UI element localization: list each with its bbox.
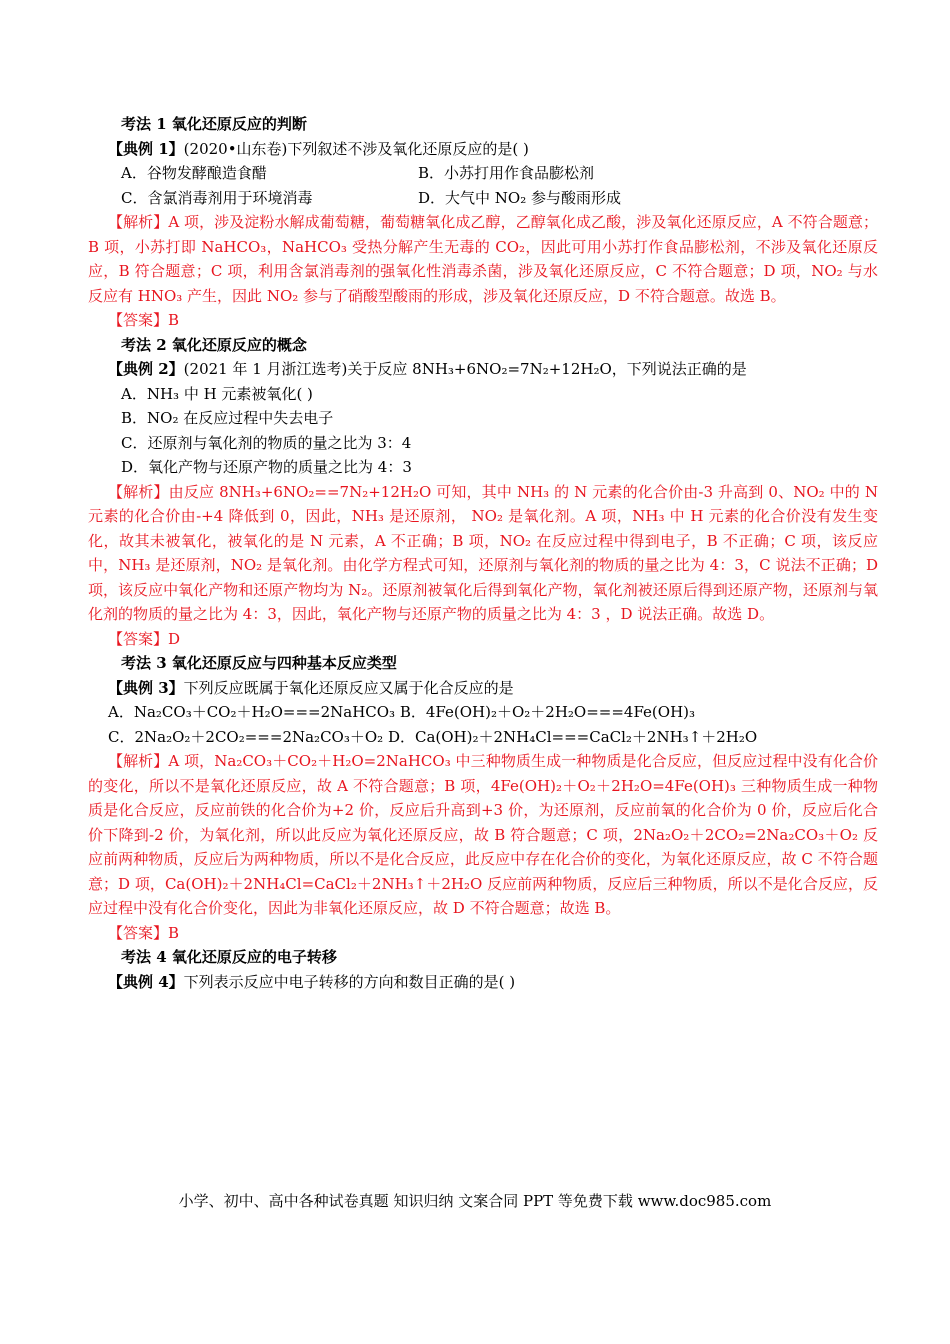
analysis-2 [88, 480, 878, 627]
section-heading-3: 考法 3 氧化还原反应与四种基本反应类型 [121, 654, 397, 672]
section-heading-4: 考法 4 氧化还原反应的电子转移 [121, 948, 337, 966]
example-question-3 [88, 676, 878, 701]
option-b-2: B．NO₂ 在反应过程中失去电子 [121, 409, 334, 427]
example-label-1: 【典例 1】 [108, 139, 184, 158]
analysis-1 [88, 210, 878, 308]
answer-3: 【答案】B [108, 923, 180, 942]
option-a-1: A．谷物发酵酿造食醋 [121, 164, 267, 182]
example-question-2 [88, 357, 878, 382]
options-line-3b: C．2Na₂O₂＋2CO₂===2Na₂CO₃＋O₂ D．Ca(OH)₂＋2NH₄Cl===CaCl₂＋2NH₃↑＋2H₂O [108, 727, 758, 746]
analysis-text-1: A 项，涉及淀粉水解成葡萄糖，葡萄糖氧化成乙醇，乙醇氧化成乙酸，涉及氧化还原反应，A 不符合题意；B 项，小苏打即 NaHCO₃，NaHCO₃ 受热分解产生无毒的 CO₂，因此可用小苏打作食品膨松剂，不涉及氧化还原反应，B 符合题意；C 项，利用含氯消毒剂的强氧化性消毒杀菌，涉及氧化还原反应，C 不符合题意；D 项，NO₂ 与水反应有 HNO₃ 产生，因此 NO₂ 参与了硝酸型酸雨的形成，涉及氧化还原反应，D 不符合题意。故选 B。 [88, 213, 878, 305]
example-label-4: 【典例 4】 [108, 972, 184, 991]
answer-1: 【答案】B [108, 311, 180, 329]
section-heading-1: 考法 1 氧化还原反应的判断 [121, 115, 307, 133]
option-b-1: B．小苏打用作食品膨松剂 [418, 164, 595, 182]
section-heading-2: 考法 2 氧化还原反应的概念 [121, 335, 307, 354]
option-c-2: C．还原剂与氧化剂的物质的量之比为 3：4 [121, 433, 412, 452]
option-d-1: D．大气中 NO₂ 参与酸雨形成 [418, 188, 621, 207]
answer-2: 【答案】D [108, 629, 181, 648]
document-body [88, 112, 878, 994]
question-text-2: (2021 年 1 月浙江选考)关于反应 8NH₃+6NO₂=7N₂+12H₂O，下列说法正确的是 [183, 360, 747, 378]
analysis-3 [88, 749, 878, 921]
option-c-1: C．含氯消毒剂用于环境消毒 [121, 188, 313, 207]
example-question-1 [88, 137, 878, 162]
question-text-4: 下列表示反应中电子转移的方向和数目正确的是( ) [183, 972, 516, 991]
analysis-label-1: 【解析】 [108, 213, 169, 231]
option-a-2: A．NH₃ 中 H 元素被氧化( ) [121, 384, 313, 403]
options-row-1b [88, 186, 878, 211]
question-text-3: 下列反应既属于氧化还原反应又属于化合反应的是 [183, 678, 514, 697]
example-question-4 [88, 970, 878, 995]
option-d-2: D．氧化产物与还原产物的质量之比为 4：3 [121, 458, 412, 476]
analysis-text-2: 由反应 8NH₃+6NO₂==7N₂+12H₂O 可知，其中 NH₃ 的 N 元素的化合价由-3 升高到 0、NO₂ 中的 N 元素的化合价由-+4 降低到 0，因此，NH₃ 是还原剂， NO₂ 是氧化剂。A 项，NH₃ 中 H 元素的化合价没有发生变化，故其未被氧化，被氧化的是 N 元素，A 不正确；B 项，NO₂ 在反应过程中得到电子，B 不正确；C 项，该反应中，NH₃ 是还原剂，NO₂ 是氧化剂。由化学方程式可知，还原剂与氧化剂的物质的量之比为 4：3，C 说法不正确；D 项，该反应中氧化产物和还原产物均为 N₂。还原剂被氧化后得到氧化产物，氧化剂被还原后得到还原产物，还原剂与氧化剂的物质的量之比为 4：3，因此，氧化产物与还原产物的质量之比为 4：3 ，D 说法正确。故选 D。 [88, 482, 878, 623]
example-label-2: 【典例 2】 [108, 360, 184, 378]
analysis-label-2: 【解析】 [108, 482, 169, 501]
options-row-1a [88, 161, 878, 186]
analysis-label-3: 【解析】 [108, 752, 169, 770]
options-line-3a: A．Na₂CO₃＋CO₂＋H₂O===2NaHCO₃ B．4Fe(OH)₂＋O₂＋2H₂O===4Fe(OH)₃ [108, 703, 696, 721]
page-footer: 小学、初中、高中各种试卷真题 知识归纳 文案合同 PPT 等免费下载 www.doc985.com [178, 1192, 772, 1210]
analysis-text-3: A 项，Na₂CO₃＋CO₂＋H₂O=2NaHCO₃ 中三种物质生成一种物质是化合反应，但反应过程中没有化合价的变化，所以不是氧化还原反应，故 A 不符合题意；B 项，4Fe(OH)₂＋O₂＋2H₂O=4Fe(OH)₃ 三种物质生成一种物质是化合反应，反应前铁的化合价为+2 价，反应后升高到+3 价，为还原剂，反应前氧的化合价为 0 价，反应后化合价下降到-2 价，为氧化剂，所以此反应为氧化还原反应，故 B 符合题意；C 项，2Na₂O₂＋2CO₂=2Na₂CO₃＋O₂ 反应前两种物质，反应后为两种物质，所以不是化合反应，此反应中存在化合价的变化，为氧化还原反应，故 C 不符合题意；D 项，Ca(OH)₂＋2NH₄Cl=CaCl₂＋2NH₃↑＋2H₂O 反应前两种物质，反应后三种物质，所以不是化合反应，反应过程中没有化合价变化，因此为非氧化还原反应，故 D 不符合题意；故选 B。 [88, 752, 878, 917]
question-text-1: (2020•山东卷)下列叙述不涉及氧化还原反应的是( ) [183, 139, 529, 158]
example-label-3: 【典例 3】 [108, 678, 184, 697]
